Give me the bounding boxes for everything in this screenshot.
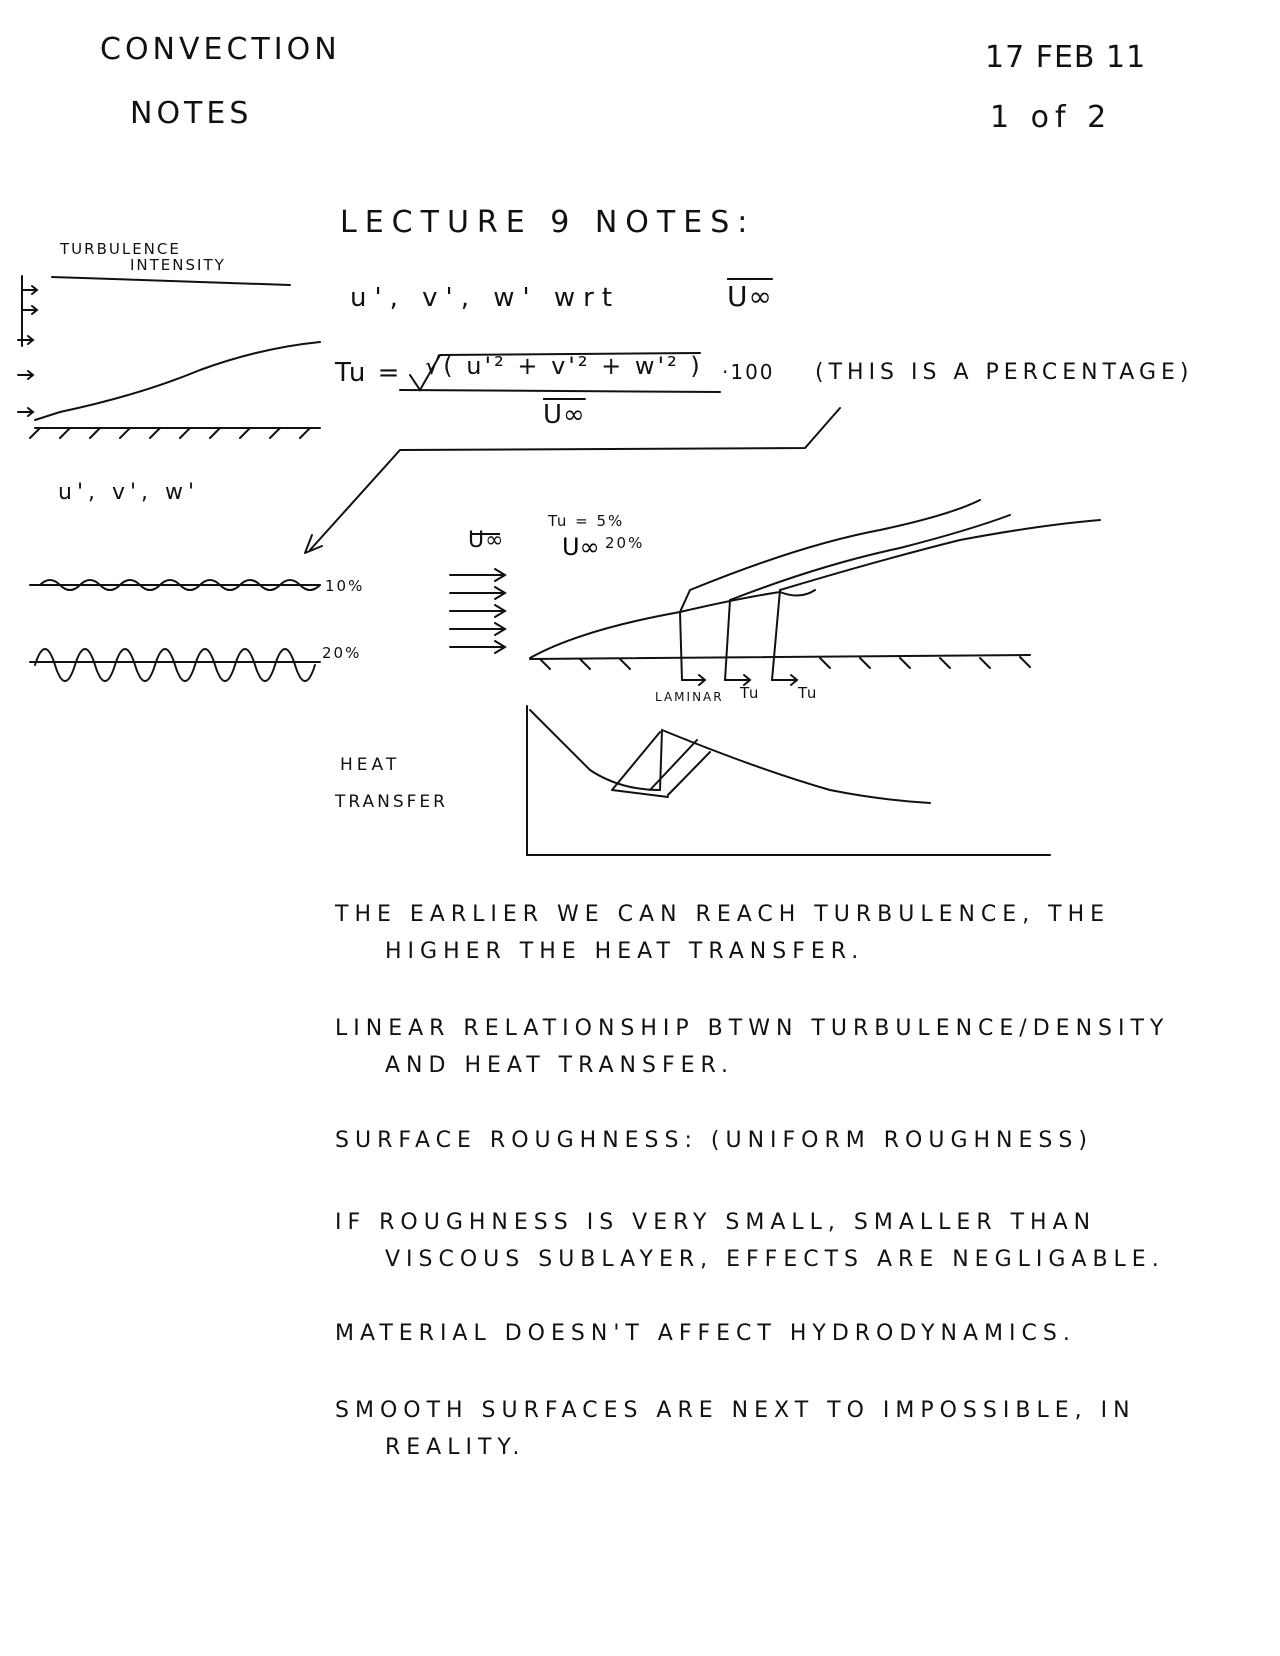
note-line: THE EARLIER WE CAN REACH TURBULENCE, THE [335, 902, 1111, 927]
turbulent-layer-1 [680, 500, 980, 612]
bl-growth-line [35, 342, 320, 420]
note-line: SMOOTH SURFACES ARE NEXT TO IMPOSSIBLE, IN [335, 1398, 1136, 1423]
velocity-components: u', v', w' wrt [350, 283, 621, 313]
heat-label-line1: HEAT [340, 755, 401, 775]
freestream-line [52, 277, 290, 285]
heat-axes [527, 706, 1050, 855]
note-line: AND HEAT TRANSFER. [385, 1053, 735, 1078]
left-wall-hatching [30, 428, 310, 438]
notes-title-line1: CONVECTION [100, 32, 341, 67]
tu-denominator: U∞ [543, 400, 586, 430]
note-line: REALITY. [385, 1435, 526, 1460]
plate [530, 655, 1030, 659]
note-paragraph-4 [335, 1204, 1165, 1278]
note-line: SURFACE ROUGHNESS: (UNIFORM ROUGHNESS) [335, 1128, 1093, 1153]
tu-label: Tu = [335, 358, 402, 388]
note-paragraph-1 [335, 896, 1110, 970]
tu-mark1: Tu [740, 684, 761, 702]
note-paragraph-2 [335, 1010, 1169, 1084]
connector-arrowhead [305, 535, 322, 553]
note-line: LINEAR RELATIONSHIP BTWN TURBULENCE/DENSITY [335, 1016, 1170, 1041]
percentage-note: (THIS IS A PERCENTAGE) [815, 360, 1194, 385]
wave2 [35, 649, 315, 681]
notes-title-line2: NOTES [130, 96, 253, 131]
flow-arrows [450, 569, 505, 653]
note-paragraph-6 [335, 1392, 1136, 1466]
wave1-label: 10% [325, 577, 365, 595]
note-paragraph-3 [335, 1122, 1093, 1159]
heat-curve [530, 710, 930, 803]
tu-mark2: Tu [798, 684, 819, 702]
date: 17 FEB 11 [985, 40, 1147, 75]
times-100: ·100 [722, 360, 775, 384]
sqrt-sign [410, 353, 700, 390]
tu-numerator: √( u'² + v'² + w'² ) [425, 352, 703, 380]
turbulent-layer-2 [730, 515, 1010, 600]
flow-tu-eq: Tu = 5% [548, 512, 625, 530]
fraction-bar [400, 390, 720, 392]
flow-u-infinity: U∞ [562, 533, 600, 561]
note-line: HIGHER THE HEAT TRANSFER. [385, 939, 865, 964]
note-line: IF ROUGHNESS IS VERY SMALL, SMALLER THAN [335, 1210, 1097, 1235]
transition-markers [680, 590, 780, 680]
flow-tu-alt: 20% [605, 534, 645, 552]
turbulence-label-line1: TURBULENCE [60, 240, 181, 258]
turbulent-layer-3 [780, 520, 1100, 590]
wave2-label: 20% [322, 644, 362, 662]
inflow-arrows [18, 286, 37, 416]
note-line: VISCOUS SUBLAYER, EFFECTS ARE NEGLIGABLE. [385, 1247, 1165, 1272]
flow-uinf-label: U∞ [468, 528, 505, 553]
note-line: MATERIAL DOESN'T AFFECT HYDRODYNAMICS. [335, 1321, 1076, 1346]
u-infinity: U∞ [727, 280, 773, 313]
left-components: u', v', w' [58, 480, 200, 505]
turbulence-label-line2: INTENSITY [130, 256, 226, 274]
laminar-label: LAMINAR [655, 690, 724, 704]
page-number: 1 of 2 [990, 100, 1113, 135]
note-paragraph-5 [335, 1315, 1076, 1352]
lecture-heading: LECTURE 9 NOTES: [340, 205, 756, 240]
heat-label-line2: TRANSFER [335, 792, 448, 812]
laminar-layer [530, 590, 815, 658]
